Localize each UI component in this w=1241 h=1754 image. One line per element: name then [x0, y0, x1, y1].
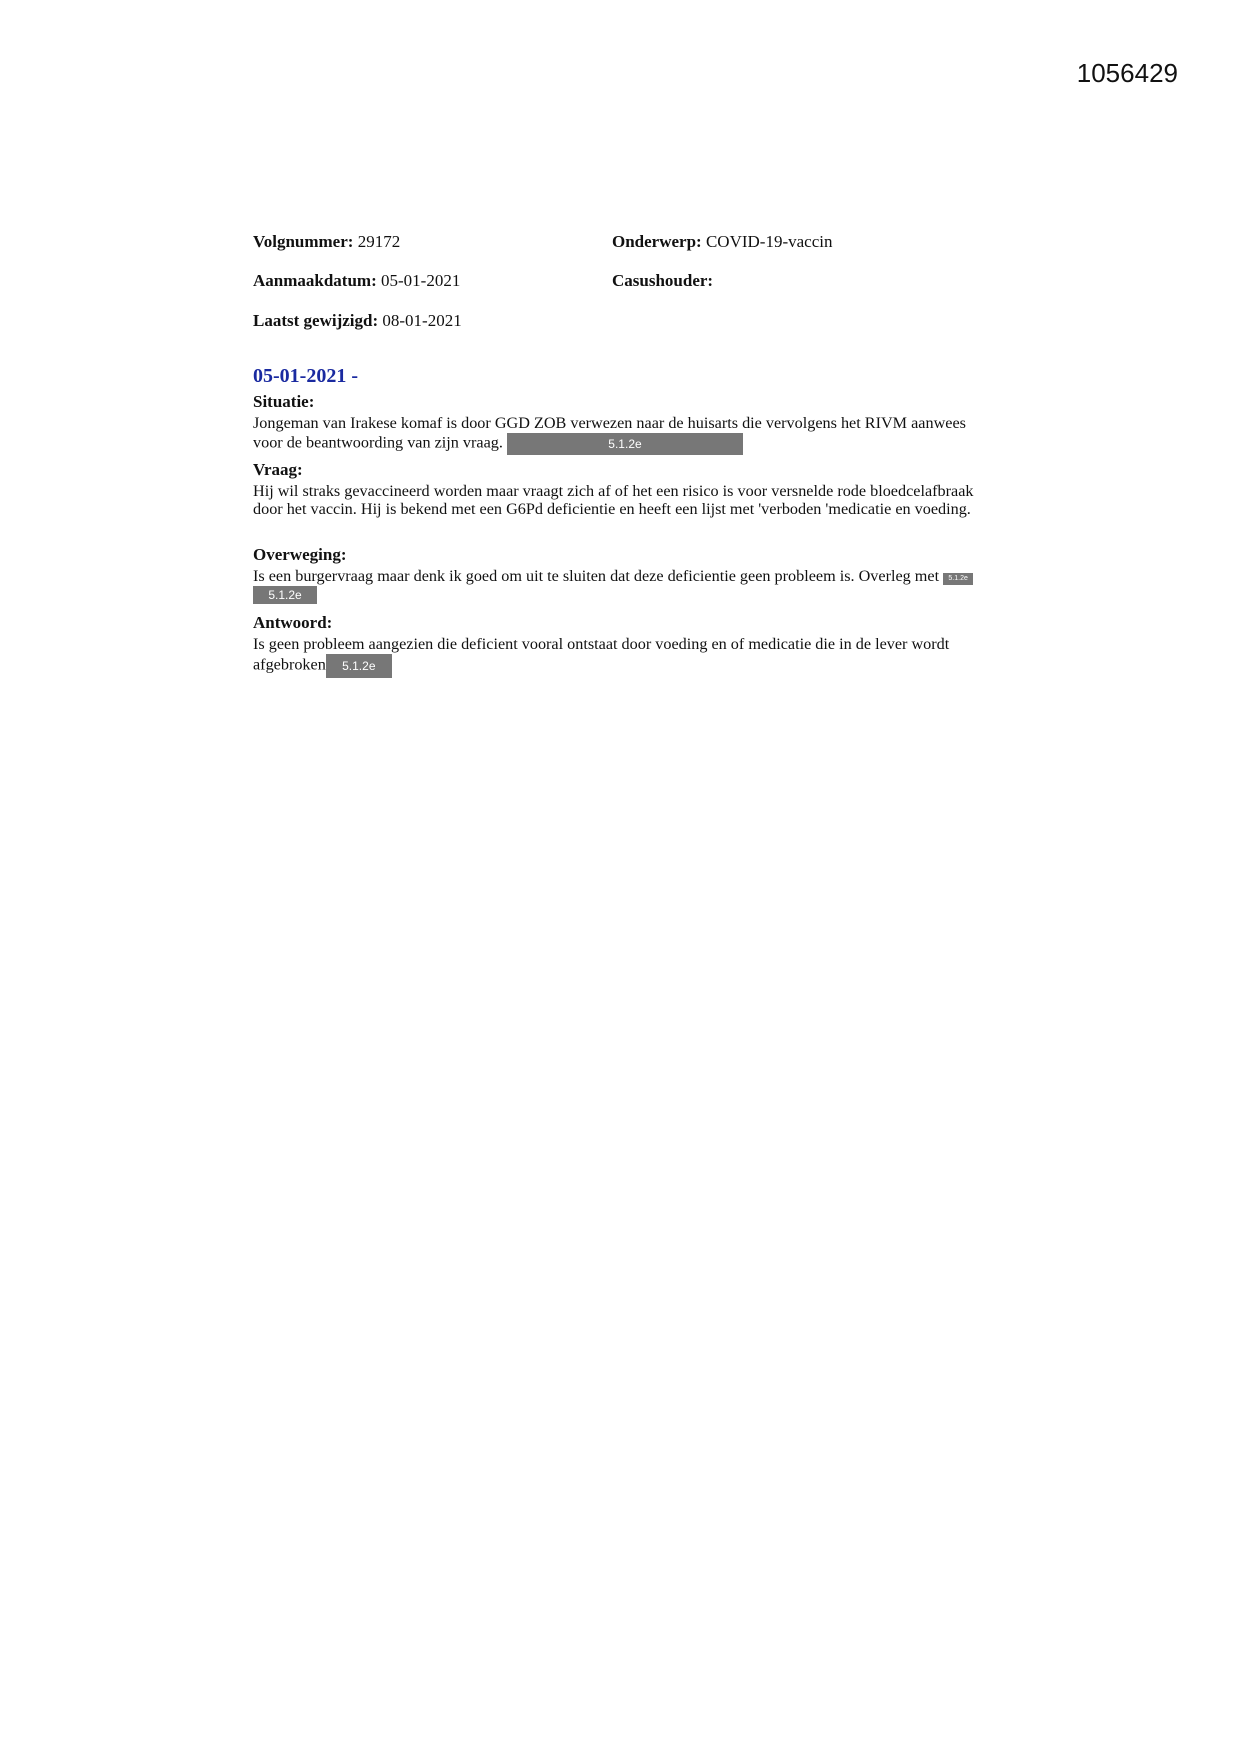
onderwerp-label: Onderwerp: — [612, 232, 702, 251]
document-number: 1056429 — [1076, 58, 1178, 88]
meta-casushouder — [612, 271, 713, 291]
vraag-label: Vraag: — [253, 460, 303, 479]
section-situatie — [253, 392, 983, 455]
section-antwoord — [253, 613, 983, 678]
antwoord-label: Antwoord: — [253, 613, 333, 632]
situatie-text — [253, 415, 983, 455]
laatst-gewijzigd-value: 08-01-2021 — [382, 311, 462, 330]
situatie-body: Jongeman van Irakese komaf is door GGD ZOB verwezen naar de huisarts die vervolgens het RIVM aanwees voor de beantwoording van zijn vraag. — [253, 414, 966, 452]
redaction-box: 5.1.2e — [326, 654, 392, 678]
meta-laatst-gewijzigd — [253, 311, 462, 331]
overweging-body: Is een burgervraag maar denk ik goed om uit te sluiten dat deze deficientie geen probleem is. Overleg met — [253, 567, 940, 585]
volgnummer-value: 29172 — [357, 232, 401, 251]
entry-date-heading: 05-01-2021 - — [253, 365, 358, 387]
overweging-text — [253, 568, 983, 604]
situatie-label: Situatie: — [253, 392, 315, 411]
antwoord-text — [253, 636, 983, 678]
volgnummer-label: Volgnummer: — [253, 232, 354, 251]
meta-volgnummer — [253, 232, 400, 252]
aanmaakdatum-label: Aanmaakdatum: — [253, 271, 377, 290]
casushouder-label: Casushouder: — [612, 271, 714, 290]
antwoord-body: Is geen probleem aangezien die deficient vooral ontstaat door voeding en of medicatie die in de lever wordt afgebroken — [253, 635, 950, 674]
section-overweging — [253, 545, 983, 604]
onderwerp-value: COVID-19-vaccin — [705, 232, 833, 251]
redaction-box: 5.1.2e — [507, 433, 743, 455]
redaction-box: 5.1.2e — [253, 586, 317, 604]
aanmaakdatum-value: 05-01-2021 — [381, 271, 461, 290]
section-vraag — [253, 460, 983, 518]
laatst-gewijzigd-label: Laatst gewijzigd: — [253, 311, 379, 330]
overweging-label: Overweging: — [253, 545, 347, 564]
redaction-box-small: 5.1.2e — [943, 573, 973, 585]
meta-aanmaakdatum — [253, 271, 460, 291]
meta-onderwerp — [612, 232, 832, 252]
vraag-text: Hij wil straks gevaccineerd worden maar vraagt zich af of het een risico is voor versnelde rode bloedcelafbraak door het vaccin. Hij is bekend met een G6Pd deficientie en heeft een lijst met 'verboden 'medicatie en voeding. — [253, 482, 974, 518]
